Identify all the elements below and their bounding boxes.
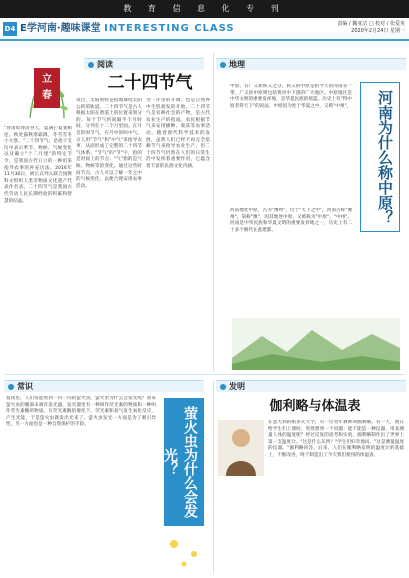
geography-text-a: 中原，有广义和狭义之分。狭义的中原是指今天的河南省一带，广义的中原则包括黄河中下游的广大地区。中原地区是中华文明的重要发祥地，是华夏民族的摇篮。历史上有"得中原者得天下"的说法，中原因为处于华夏之中，又称"中州"。 — [230, 84, 352, 109]
top-strip: 教 育 信 息 化 专 刊 — [0, 0, 409, 18]
bullet-icon — [220, 384, 226, 390]
issue-editors: 责编 / 魏亚洁 □ 校对 / 张爱英 — [337, 21, 405, 27]
stamp-char-top: 立 — [42, 74, 52, 85]
page-number: D4 — [3, 22, 17, 36]
reading-title: 二十四节气 — [107, 73, 193, 93]
stamp-char-bottom: 春 — [42, 90, 52, 101]
section-title-en: INTERESTING CLASS — [104, 23, 235, 34]
reading-column-label — [88, 59, 113, 70]
henan-landscape-illustration — [232, 318, 400, 370]
geography-vertical-title: 河南为什么称中原？ — [360, 82, 400, 232]
issue-date: 2020年2月24日 星期一 — [351, 28, 405, 34]
galileo-illustration — [218, 420, 264, 476]
column-divider — [213, 380, 214, 574]
geography-column-label — [220, 59, 245, 70]
geography-text-b: 河南地处中原，古为"豫州"，位于"天下之中"。河南古称"豫州"，简称"豫"，因其地处中原，又被称为"中原"、"中州"。河南是中华民族和华夏文明的重要发祥地之一，历史上有二十多个朝代在此建都。 — [230, 208, 352, 233]
tips-label-text: 常识 — [17, 382, 33, 391]
bullet-icon — [88, 62, 94, 68]
reading-col2-text: 说过，太阳黄经是指地球绕太阳公转的轨道。二十四节气是古人根据太阳在黄道上的位置来划分的。每个节气约间隔半个月时间，分列在十二个月里面。在月首的叫节气，在月中的叫中气。古人用"节气"和"中气"来指导农事，从而形成了完整的二十四节气体系。"节气"的"节"字，指的是时间上的节点；"气"指的是气候、物候等的变化。通过这些时间节点，古人可以了解一年之中的气候变化，以便合理安排农事活动。 — [76, 98, 142, 189]
section-title-cn: E学河南·趣味课堂 — [20, 23, 101, 34]
tips-column-label — [8, 381, 33, 392]
spring-stamp — [34, 68, 60, 108]
issue-info — [337, 21, 405, 35]
reading-label-text: 阅读 — [97, 60, 113, 69]
geography-label-text: 地理 — [229, 60, 245, 69]
section-divider — [4, 374, 405, 375]
page-header — [0, 19, 409, 41]
tips-vertical-title: 萤火虫为什么会发光？ — [164, 398, 204, 526]
reading-intro-text: "春雨惊春清谷天，夏满芒夏暑相连。秋处露秋寒霜降，冬雪雪冬小大寒。"二十四节气，是指干支历中表示季节、物候、气候变化以及确立"十二月建"的特定节令。是我国古代订立的一种用来指导农事的补充历法。2016年11月30日，被正式列入联合国教科文组织人类非物质文化遗产代表作名录。二十四节气是我国古代劳动人民长期经验的积累和智慧的结晶。 — [4, 126, 72, 204]
section-title — [20, 22, 235, 36]
reading-col3-text: 为一年里的开端，也是自然界中生机勃发的开始。二十四节气是农耕社会的产物，是古代农业生产的指南。农民根据节气来安排播种、收获等农事活动。随着现代科学技术的发展，虽然人们已经不再完全依赖节气来指导农业生产，但二十四节气仍然在人们的日常生活中发挥着重要作用，它蕴含着丰富的民俗文化内涵。 — [146, 98, 210, 169]
bullet-icon — [8, 384, 14, 390]
discovery-label-text: 发明 — [229, 382, 245, 391]
tips-text: 夏夜里，人们常能看到一闪一闪的萤火虫。萤火虫为什么会发光呢？原来萤火虫的腹部末端有发光器，发光器里有一种叫作荧光素的物质和一种叫作荧光素酶的物质。在荧光素酶的催化下，荧光素和氧气发生氧化反应，产生光能，于是萤火虫就发出光来了。萤火虫发光一方面是为了吸引异性，另一方面也是一种自我保护的手段。 — [6, 396, 156, 428]
bullet-icon — [220, 62, 226, 68]
discovery-column-label — [220, 381, 245, 392]
discovery-text: 在意大利的帕多瓦大学，有一位青年教师叫伽利略。有一天，他在给学生们上课时，突然想到一个问题：能不能造一种仪器，用来测量人体的温度呢？经过反复的思考和实验，伽利略制作出了世界上第一支温度计。"这是什么东西？"学生们好奇地问。"这是测量温度的仪器。"伽利略回答。后来，人们在伽利略发明的温度计的基础上，不断改进，终于制造出了今天我们使用的体温表。 — [268, 420, 404, 458]
firefly-illustration — [160, 528, 210, 572]
discovery-title: 伽利略与体温表 — [269, 399, 361, 414]
column-divider — [213, 52, 214, 372]
tips-label-bar — [4, 380, 204, 392]
